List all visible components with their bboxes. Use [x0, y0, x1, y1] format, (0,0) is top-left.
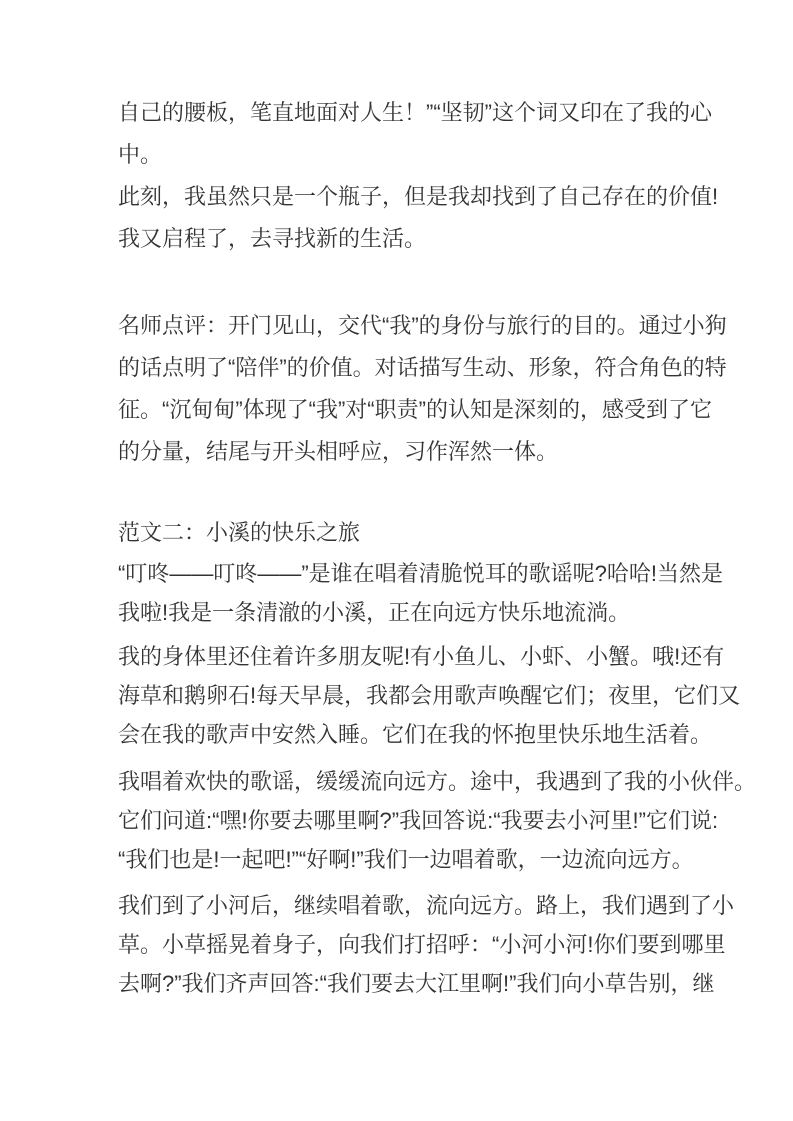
text-line: 中。 [118, 142, 163, 167]
essay-two-paragraph-2 [118, 637, 741, 754]
text-line: 会在我的歌声中安然入睡。它们在我的怀抱里快乐地生活着。 [118, 722, 713, 747]
text-line: 我唱着欢快的歌谣，缓缓流向远方。途中，我遇到了我的小伙伴。 [118, 769, 757, 794]
text-line: 草。小草摇晃着身子，向我们打招呼：“小河小河!你们要到哪里 [118, 932, 726, 957]
essay-two-paragraph-1 [118, 554, 724, 632]
text-line: 此刻，我虽然只是一个瓶子，但是我却找到了自己存在的价值! [118, 184, 719, 209]
text-line: 征。“沉甸甸”体现了“我”对“职责”的认知是深刻的，感受到了它 [118, 397, 712, 422]
essay-two-paragraph-3 [118, 762, 757, 879]
text-line: 我又启程了，去寻找新的生活。 [118, 226, 427, 251]
text-line: 我们到了小河后，继续唱着歌，流向远方。路上，我们遇到了小 [118, 893, 735, 918]
text-line: 自己的腰板，笔直地面对人生！”“坚韧”这个词又印在了我的心 [118, 100, 712, 125]
text-line: 海草和鹅卵石!每天早晨，我都会用歌声唤醒它们；夜里，它们又 [118, 683, 741, 708]
text-line: 它们问道:“嘿!你要去哪里啊?”我回答说:“我要去小河里!”它们说: [118, 808, 719, 833]
essay-two-paragraph-4 [118, 886, 735, 1003]
text-line: “叮咚——叮咚——”是谁在唱着清脆悦耳的歌谣呢?哈哈!当然是 [118, 561, 724, 586]
text-line: 我啦!我是一条清澈的小溪，正在向远方快乐地流淌。 [118, 600, 631, 625]
essay-two-title: 范文二：小溪的快乐之旅 [118, 520, 361, 545]
teacher-comment-paragraph [118, 305, 727, 473]
text-line: 名师点评：开门见山，交代“我”的身份与旅行的目的。通过小狗 [118, 313, 727, 338]
text-line: 去啊?”我们齐声回答:“我们要去大江里啊!”我们向小草告别，继 [118, 971, 715, 996]
text-line: 的分量，结尾与开头相呼应，习作浑然一体。 [118, 439, 559, 464]
text-line: 我的身体里还住着许多朋友呢!有小鱼儿、小虾、小蟹。哦!还有 [118, 644, 725, 669]
text-line: 的话点明了“陪伴”的价值。对话描写生动、形象，符合角色的特 [118, 355, 727, 380]
text-line: “我们也是!一起吧!”“好啊!”我们一边唱着歌，一边流向远方。 [118, 847, 694, 872]
essay-one-ending-paragraph [118, 92, 719, 260]
document-text-area [118, 92, 757, 1003]
